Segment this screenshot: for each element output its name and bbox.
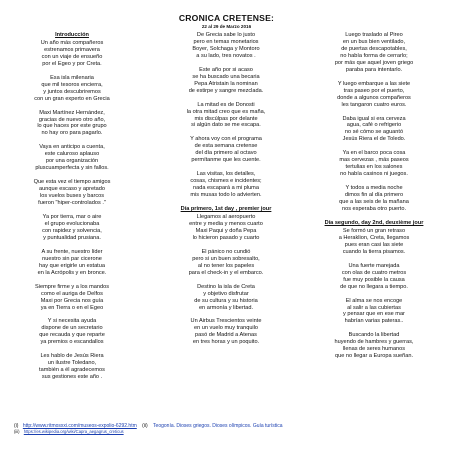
verse-line: en tres horas y un poquito. [192, 339, 260, 346]
verse-line: al no tener los papeles [197, 262, 255, 269]
verse-line: les tangaron cuatro euros. [341, 101, 407, 108]
stanza [14, 353, 130, 381]
document-date: 22 al 29 de Marzo 2016 [201, 24, 252, 29]
verse-line: mis musas todo lo advierten. [190, 192, 262, 199]
verse-line: se ha buscado una becaria [192, 73, 260, 80]
verse-line: no había casinos ni juegos. [340, 171, 408, 178]
verse-line: cosas, chismes e incidentes; [190, 178, 262, 185]
verse-line: lo que haces por este grupo [37, 123, 107, 130]
verse-line: Un año más compañeros [40, 39, 104, 46]
verse-line: al salir a las cubiertas [347, 304, 401, 311]
verse-line: fue muy posible la causa [343, 276, 405, 283]
stanza [168, 171, 284, 199]
verse-line: tras paseo por el puerto, [343, 87, 405, 94]
verse-line: paraba para intentarlo. [345, 66, 403, 73]
verse-line: pluscuamperfecta y sin fallos. [35, 165, 109, 172]
stanza [316, 263, 432, 291]
verse-line: agua, café o refrigerio [346, 122, 402, 129]
verse-line: de esta semana cretense [194, 143, 258, 150]
verse-line: mis discúlpas por delante [194, 115, 258, 122]
stanza [168, 318, 284, 346]
stanza [316, 150, 432, 178]
verse-line: con rapidez y solvencia, [42, 227, 102, 234]
stanza [14, 249, 130, 277]
stanza [316, 81, 432, 109]
verse-line: en armonía y libertad. [198, 304, 254, 311]
verse-line: en un bus bien ventilado, [342, 38, 406, 45]
verse-line: Maxi Martínez Hernández, [39, 109, 105, 116]
verse-line: y juntos descubriremos [43, 88, 101, 95]
verse-line: mas cervezas , más paseos [339, 157, 409, 164]
verse-line: no sé cómo se aguantó [344, 129, 404, 136]
verse-line: donde a algunos compañeros [337, 94, 411, 101]
verse-line: Y ahora voy con el programa [190, 136, 262, 143]
verse-line: entre y media y menos cuarto [189, 220, 263, 227]
verse-line: Les hablo de Jesús Riera [40, 353, 104, 360]
footnote-text-2: Teogonía. Dioses griegos. Dioses olímpicos. Guía turística [153, 423, 283, 429]
poem-column-2 [168, 32, 284, 353]
stanza [316, 298, 432, 326]
footnotes [14, 423, 444, 436]
stanza [316, 228, 432, 256]
verse-line: ya en Tierra o en el Egeo [40, 304, 104, 311]
section-heading: Introducción [55, 32, 89, 38]
verse-line: De Grecia sabe lo justo [196, 32, 256, 38]
verse-line: Este año por si acaso [199, 66, 253, 73]
verse-line: pues eran casi las siete [344, 241, 404, 248]
verse-line: por más que aquel joven griego [334, 59, 414, 66]
verse-line: La mitad es de Donosti [197, 101, 255, 108]
verse-line: con olas de cuatro metros [341, 269, 407, 276]
verse-line: a su lado, tres novatos . [196, 52, 256, 59]
verse-line: dimos fin al día primero [344, 192, 404, 199]
verse-line: Una fuerte marejada [348, 262, 400, 269]
verse-line: que recauda y que reparte [39, 332, 105, 339]
verse-line: de que no llegara a tiempo. [340, 283, 408, 290]
verse-line: y pensar que en ese mar [343, 311, 405, 318]
verse-line: Y todos a media noche [345, 185, 403, 192]
section-heading: Día primero, 1st day , premier jour [180, 206, 272, 213]
verse-line: con un gran experto en Grecia [34, 95, 110, 102]
verse-line: Un Airbus Trescientos veinte [190, 318, 262, 325]
stanza [168, 32, 284, 60]
verse-line: si algún dato se me escapa. [191, 122, 261, 129]
verse-line: fueron "hiper-controlados ." [38, 200, 106, 207]
verse-line: permítanme que les cuente. [191, 157, 261, 164]
verse-line: pero en temas monetarios [193, 38, 259, 45]
stanza [316, 32, 432, 74]
poem-column-3 [316, 32, 432, 367]
verse-line: Ya por tierra, mar o aire [42, 214, 102, 221]
stanza [316, 185, 432, 213]
verse-line: pero si un buen sobresalto, [192, 255, 260, 262]
verse-line: la otra mitad creo que es maña, [186, 108, 266, 115]
verse-line: Llegamos al aeropuerto [196, 214, 256, 221]
verse-line: ya premios o escandallos [40, 339, 104, 346]
verse-line: Luego traslado al Pireo [345, 32, 403, 38]
verse-line: con un viaje de ensueño [41, 53, 103, 60]
verse-line: nada escapará a mi pluma [193, 185, 259, 192]
verse-line: lo hicieron pasado y cuarto [192, 234, 260, 241]
stanza [14, 144, 130, 172]
verse-line: Se formó un gran retraso [342, 227, 406, 234]
verse-line: El pánico no cundió [201, 248, 251, 255]
verse-line: Jesús Riera el de Toledo. [342, 136, 406, 143]
section-heading: Día segundo, day 2nd, deuxième jour [324, 219, 424, 226]
stanza [168, 136, 284, 164]
verse-line: a Heraklion, Creta, llegamos [338, 234, 410, 241]
verse-line: que a las seis de la mañana [339, 199, 409, 206]
verse-line: no hay oro para pagarlo. [41, 130, 103, 137]
verse-line: también a él agradecemos [39, 367, 105, 374]
verse-line: el grupo evolucionaba [44, 220, 100, 227]
stanza [168, 284, 284, 312]
verse-line: de puertas descapotables, [341, 45, 407, 52]
verse-line: Boyer, Solchaga y Montoro [192, 45, 260, 52]
stanza [14, 284, 130, 312]
footnote-link-1[interactable]: http://www.ritmosxxi.com/museos-expolio-6292.htm [22, 423, 137, 429]
verse-line: pasó de Madrid a Atenas [195, 332, 257, 339]
verse-line: huyendo de hambres y guerras, [334, 339, 414, 346]
verse-line: estrenamos primavera [44, 46, 100, 53]
verse-line: nos esperaba otro puerto. [341, 206, 407, 213]
verse-line: Destino la isla de Creta [197, 283, 255, 290]
verse-line: de su cultura y su historia [194, 297, 258, 304]
document-title: CRONICA CRETENSE: [178, 13, 275, 23]
verse-line: Ya en el barco poca cosa [342, 150, 406, 157]
footnote-row-2 [14, 429, 444, 435]
verse-line: un ilustre Toledano, [47, 360, 97, 367]
stanza [168, 249, 284, 277]
stanza [14, 75, 130, 103]
verse-line: para el check-in y el embarco. [188, 269, 264, 276]
stanza [14, 179, 130, 207]
stanza [316, 332, 432, 360]
verse-line: Y si necesita ayuda [47, 318, 97, 325]
verse-line: aunque escaso y apretado [39, 186, 105, 193]
verse-line: que mil tesoros encierra, [41, 81, 103, 88]
stanza [14, 214, 130, 242]
verse-line: Siempre firme y a los mandos [35, 283, 109, 290]
verse-line: en la Acrópolis y en bronce. [37, 269, 107, 276]
verse-line: hay que erigirle un estatua [39, 262, 105, 269]
footnote-mark-2: (ii) [142, 423, 148, 429]
poem-column-1 [14, 32, 130, 388]
verse-line: de estirpe y sangre mezclada. [188, 87, 264, 94]
stanza [316, 116, 432, 144]
verse-line: que no llegar a Europa sueñan. [334, 353, 414, 360]
stanza [168, 67, 284, 95]
verse-line: Pepa Atristain la nominan [194, 80, 258, 87]
footnote-mark-1: (i) [14, 423, 19, 429]
stanza [14, 40, 130, 68]
stanza [168, 102, 284, 130]
verse-line: por una organización [45, 158, 99, 165]
verse-line: no había forma de cerrarlo; [340, 52, 408, 59]
verse-line: A su frente, nuestro líder [41, 248, 103, 255]
verse-line: El alma se nos encoge [345, 297, 403, 304]
stanza [168, 214, 284, 242]
verse-line: Vaya en anticipo a cuenta, [39, 144, 105, 151]
verse-line: este caluroso aplauso [44, 151, 100, 158]
verse-line: los vuelos buses y barcos [39, 193, 105, 200]
verse-line: nuestro sin par cicerone [42, 255, 102, 262]
verse-line: sus gestiones este año . [41, 374, 103, 381]
verse-line: del día primero al octavo [195, 150, 257, 157]
verse-line: y objetivo disfrutar [203, 290, 249, 297]
footnote-mark-3: (iii) [14, 429, 20, 435]
verse-line: cuando la tierra pisamos. [342, 248, 406, 255]
verse-line: Que esta vez el tiempo amigos [33, 179, 111, 186]
stanza [14, 318, 130, 346]
stanza [14, 110, 130, 138]
verse-line: dispone de un secretario [41, 325, 103, 332]
verse-line: Daba igual si era cerveza [342, 115, 406, 122]
verse-line: y puntualidad prusiana. [43, 234, 101, 241]
verse-line: en un vuelo muy tranquilo [193, 325, 259, 332]
verse-line: Buscando la libertad [348, 332, 400, 339]
verse-line: gracias de nuevo otro año, [38, 116, 106, 123]
verse-line: Maxi por Grecia nos guía [40, 297, 104, 304]
verse-line: habrían varias pateras.. [344, 318, 404, 325]
verse-line: Y luego embarque a las siete [337, 80, 411, 87]
verse-line: Maxi Paqui y doña Pepa [195, 227, 257, 234]
verse-line: como el auriga de Delfos [41, 290, 103, 297]
verse-line: tertulias en los salones [345, 164, 403, 171]
footnote-link-3[interactable]: https://es.wikipedia.org/wiki/Capra_aegagrus_creticus [23, 429, 124, 435]
verse-line: llenas de seres humanos [342, 346, 406, 353]
verse-line: Las visitas, los detalles, [196, 171, 256, 178]
verse-line: por el Egeo y por Creta. [42, 60, 102, 67]
verse-line: Esa isla milenaria [50, 74, 94, 81]
